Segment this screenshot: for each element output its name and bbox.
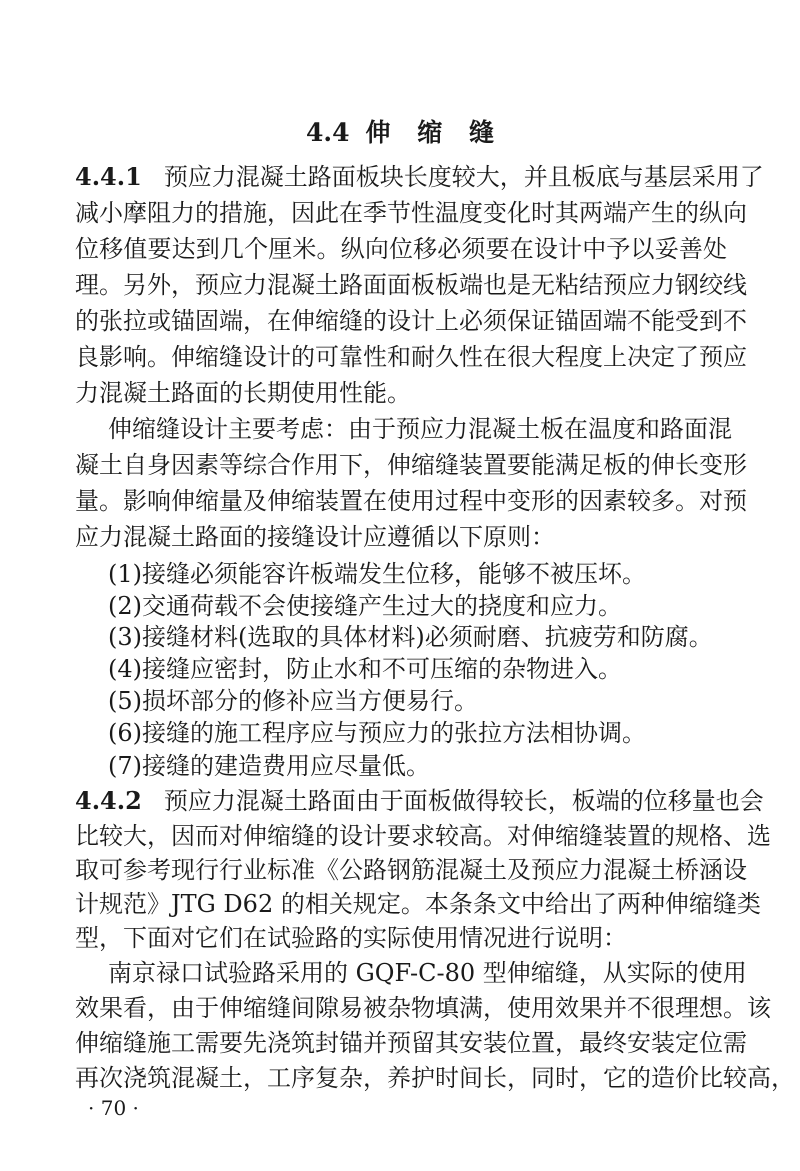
text-line: 预应力混凝土路面由于面板做得较长，板端的位移量也会 bbox=[163, 787, 764, 815]
text-line: 应力混凝土路面的接缝设计应遵循以下原则： bbox=[75, 523, 555, 551]
principle-item: (2)交通荷载不会使接缝产生过大的挠度和应力。 bbox=[108, 592, 622, 620]
section-title bbox=[0, 113, 800, 149]
principle-item: (5)损坏部分的修补应当方便易行。 bbox=[108, 687, 478, 715]
text-line: 伸缩缝设计主要考虑：由于预应力混凝土板在温度和路面混 bbox=[108, 415, 732, 443]
page-number: · 70 · bbox=[88, 1096, 139, 1120]
text-line: 理。另外，预应力混凝土路面面板板端也是无粘结预应力钢绞线 bbox=[75, 271, 747, 299]
clause-4-4-1-line bbox=[75, 162, 764, 192]
text-line: 比较大，因而对伸缩缝的设计要求较高。对伸缩缝装置的规格、选 bbox=[75, 822, 771, 850]
section-number: 4.4 bbox=[306, 118, 350, 147]
text-line: 减小摩阻力的措施，因此在季节性温度变化时其两端产生的纵向 bbox=[75, 199, 747, 227]
text-line: 伸缩缝施工需要先浇筑封锚并预留其安装位置，最终安装定位需 bbox=[75, 1029, 747, 1057]
text-line: 良影响。伸缩缝设计的可靠性和耐久性在很大程度上决定了预应 bbox=[75, 343, 747, 371]
text-line: 量。影响伸缩量及伸缩装置在使用过程中变形的因素较多。对预 bbox=[75, 487, 747, 515]
principle-item: (6)接缝的施工程序应与预应力的张拉方法相协调。 bbox=[108, 719, 646, 747]
text-line: 的张拉或锚固端，在伸缩缝的设计上必须保证锚固端不能受到不 bbox=[75, 307, 747, 335]
clause-4-4-2-line bbox=[75, 786, 764, 816]
text-line: 计规范》JTG D62 的相关规定。本条条文中给出了两种伸缩缝类 bbox=[75, 890, 761, 918]
text-line: 取可参考现行行业标准《公路钢筋混凝土及预应力混凝土桥涵设 bbox=[75, 856, 747, 884]
text-line: 力混凝土路面的长期使用性能。 bbox=[75, 379, 411, 407]
section-title-text: 伸 缩 缝 bbox=[365, 118, 494, 147]
text-line: 再次浇筑混凝土，工序复杂，养护时间长，同时，它的造价比较高， bbox=[75, 1064, 795, 1092]
text-line: 南京禄口试验路采用的 GQF-C-80 型伸缩缝，从实际的使用 bbox=[108, 959, 747, 987]
principle-item: (3)接缝材料(选取的具体材料)必须耐磨、抗疲劳和防腐。 bbox=[108, 623, 713, 651]
principle-item: (1)接缝必须能容许板端发生位移，能够不被压坏。 bbox=[108, 560, 646, 588]
clause-number: 4.4.1 bbox=[75, 162, 142, 191]
text-line: 凝土自身因素等综合作用下，伸缩缝装置要能满足板的伸长变形 bbox=[75, 451, 747, 479]
text-line: 型，下面对它们在试验路的实际使用情况进行说明： bbox=[75, 924, 627, 952]
principle-item: (4)接缝应密封，防止水和不可压缩的杂物进入。 bbox=[108, 655, 622, 683]
text-line: 位移值要达到几个厘米。纵向位移必须要在设计中予以妥善处 bbox=[75, 235, 727, 263]
text-line: 预应力混凝土路面板块长度较大，并且板底与基层采用了 bbox=[163, 163, 764, 191]
text-line: 效果看，由于伸缩缝间隙易被杂物填满，使用效果并不很理想。该 bbox=[75, 994, 771, 1022]
clause-number: 4.4.2 bbox=[75, 786, 142, 815]
principle-item: (7)接缝的建造费用应尽量低。 bbox=[108, 752, 430, 780]
